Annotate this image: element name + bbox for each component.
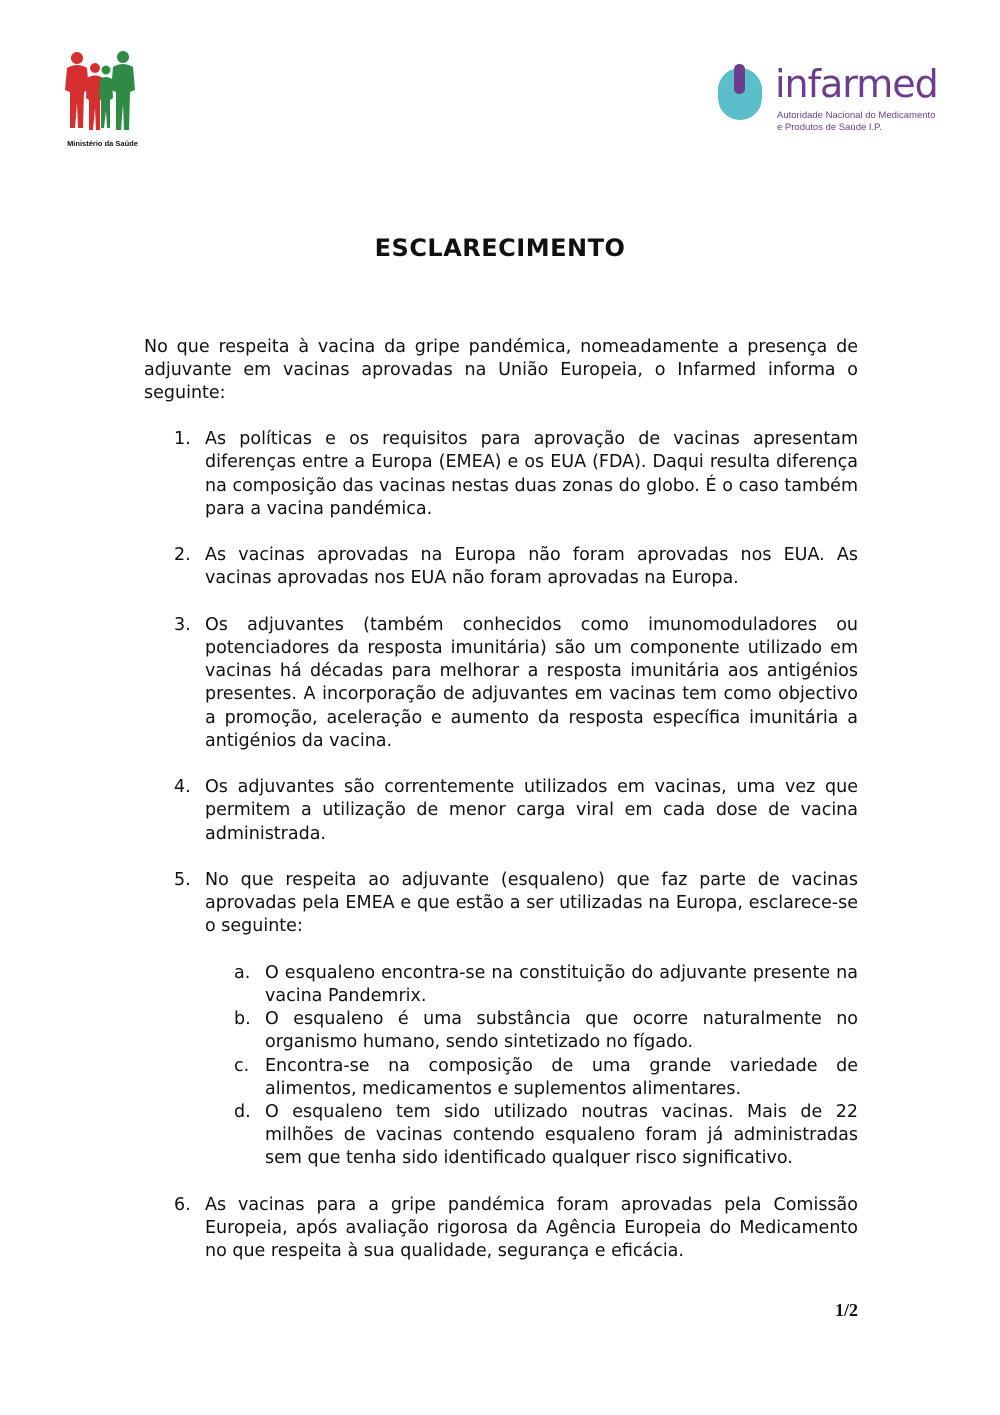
- list-text: Os adjuvantes (também conhecidos como imunomoduladores ou potenciadores da resposta imunitária) são um componente utilizado em vacinas há décadas para melhorar a resposta imunitária aos antigénios presentes. A incorporação de adjuvantes em vacinas tem como objectivo a promoção, aceleração e aumento da resposta específica imunitária a antigénios da vacina.: [205, 614, 858, 751]
- sublist: [205, 962, 858, 1171]
- list-text: Os adjuvantes são correntemente utilizados em vacinas, uma vez que permitem a utilização de menor carga viral em cada dose de vacina administrada.: [205, 777, 858, 844]
- list-number: 2.: [174, 545, 191, 566]
- document-body: [144, 336, 858, 1287]
- sublist-text: O esqualeno é uma substância que ocorre naturalmente no organismo humano, sendo sintetizado no fígado.: [265, 1009, 858, 1053]
- list-text: No que respeita ao adjuvante (esqualeno) que faz parte de vacinas aprovadas pela EMEA e que estão a ser utilizadas na Europa, esclarece-se o seguinte:: [205, 869, 858, 937]
- sublist-item: [205, 1008, 858, 1054]
- sublist-letter: b.: [234, 1009, 251, 1030]
- brand-subtitle: Autoridade Nacional do Medicamento e Produtos de Saúde I.P.: [777, 110, 936, 133]
- sublist-item: [205, 1055, 858, 1101]
- list-item: [144, 776, 858, 846]
- list-item: [144, 869, 858, 1171]
- ministry-caption: Ministério da Saúde: [67, 139, 138, 148]
- infarmed-emblem-icon: [713, 60, 771, 120]
- list-text: As vacinas para a gripe pandémica foram aprovadas pela Comissão Europeia, após avaliação rigorosa da Agência Europeia do Medicamento no que respeita à sua qualidade, segurança e eficácia.: [205, 1194, 858, 1262]
- list-number: 1.: [174, 429, 191, 450]
- sublist-text: O esqualeno encontra-se na constituição do adjuvante presente na vacina Pandemrix.: [265, 962, 858, 1006]
- list-number: 3.: [174, 614, 191, 635]
- sublist-item: [205, 962, 858, 1008]
- list-number: 6.: [174, 1194, 191, 1215]
- list-item: [144, 428, 858, 521]
- sublist-text: Encontra-se na composição de uma grande variedade de alimentos, medicamentos e suplementos alimentares.: [265, 1055, 858, 1099]
- sublist-letter: d.: [234, 1101, 251, 1122]
- ministry-figures-icon: [55, 48, 150, 138]
- list-item: [144, 1194, 858, 1264]
- list-item: [144, 544, 858, 590]
- list-item: [144, 614, 858, 753]
- sublist-letter: c.: [234, 1055, 250, 1076]
- sublist-letter: a.: [234, 962, 251, 983]
- intro-paragraph: No que respeita à vacina da gripe pandémica, nomeadamente a presença de adjuvante em vacinas aprovadas na União Europeia, o Infarmed informa o seguinte:: [144, 337, 858, 404]
- brand-name: infarmed: [775, 62, 938, 106]
- page-number: 1/2: [834, 1300, 858, 1320]
- infarmed-logo: [713, 60, 943, 140]
- document-title: ESCLARECIMENTO: [374, 234, 626, 262]
- sublist-item: [205, 1101, 858, 1171]
- ministerio-saude-logo: [55, 48, 150, 150]
- list-text: As políticas e os requisitos para aprovação de vacinas apresentam diferenças entre a Europa (EMEA) e os EUA (FDA). Daqui resulta diferença na composição das vacinas nestas duas zonas do globo. É o caso também para a vacina pandémica.: [205, 429, 858, 519]
- list-number: 4.: [174, 777, 191, 798]
- list-text: As vacinas aprovadas na Europa não foram aprovadas nos EUA. As vacinas aprovadas nos EUA não foram aprovadas na Europa.: [205, 545, 858, 589]
- sublist-text: O esqualeno tem sido utilizado noutras vacinas. Mais de 22 milhões de vacinas contendo esqualeno foram já administradas sem que tenha sido identificado qualquer risco significativo.: [265, 1101, 858, 1169]
- list-number: 5.: [174, 869, 191, 890]
